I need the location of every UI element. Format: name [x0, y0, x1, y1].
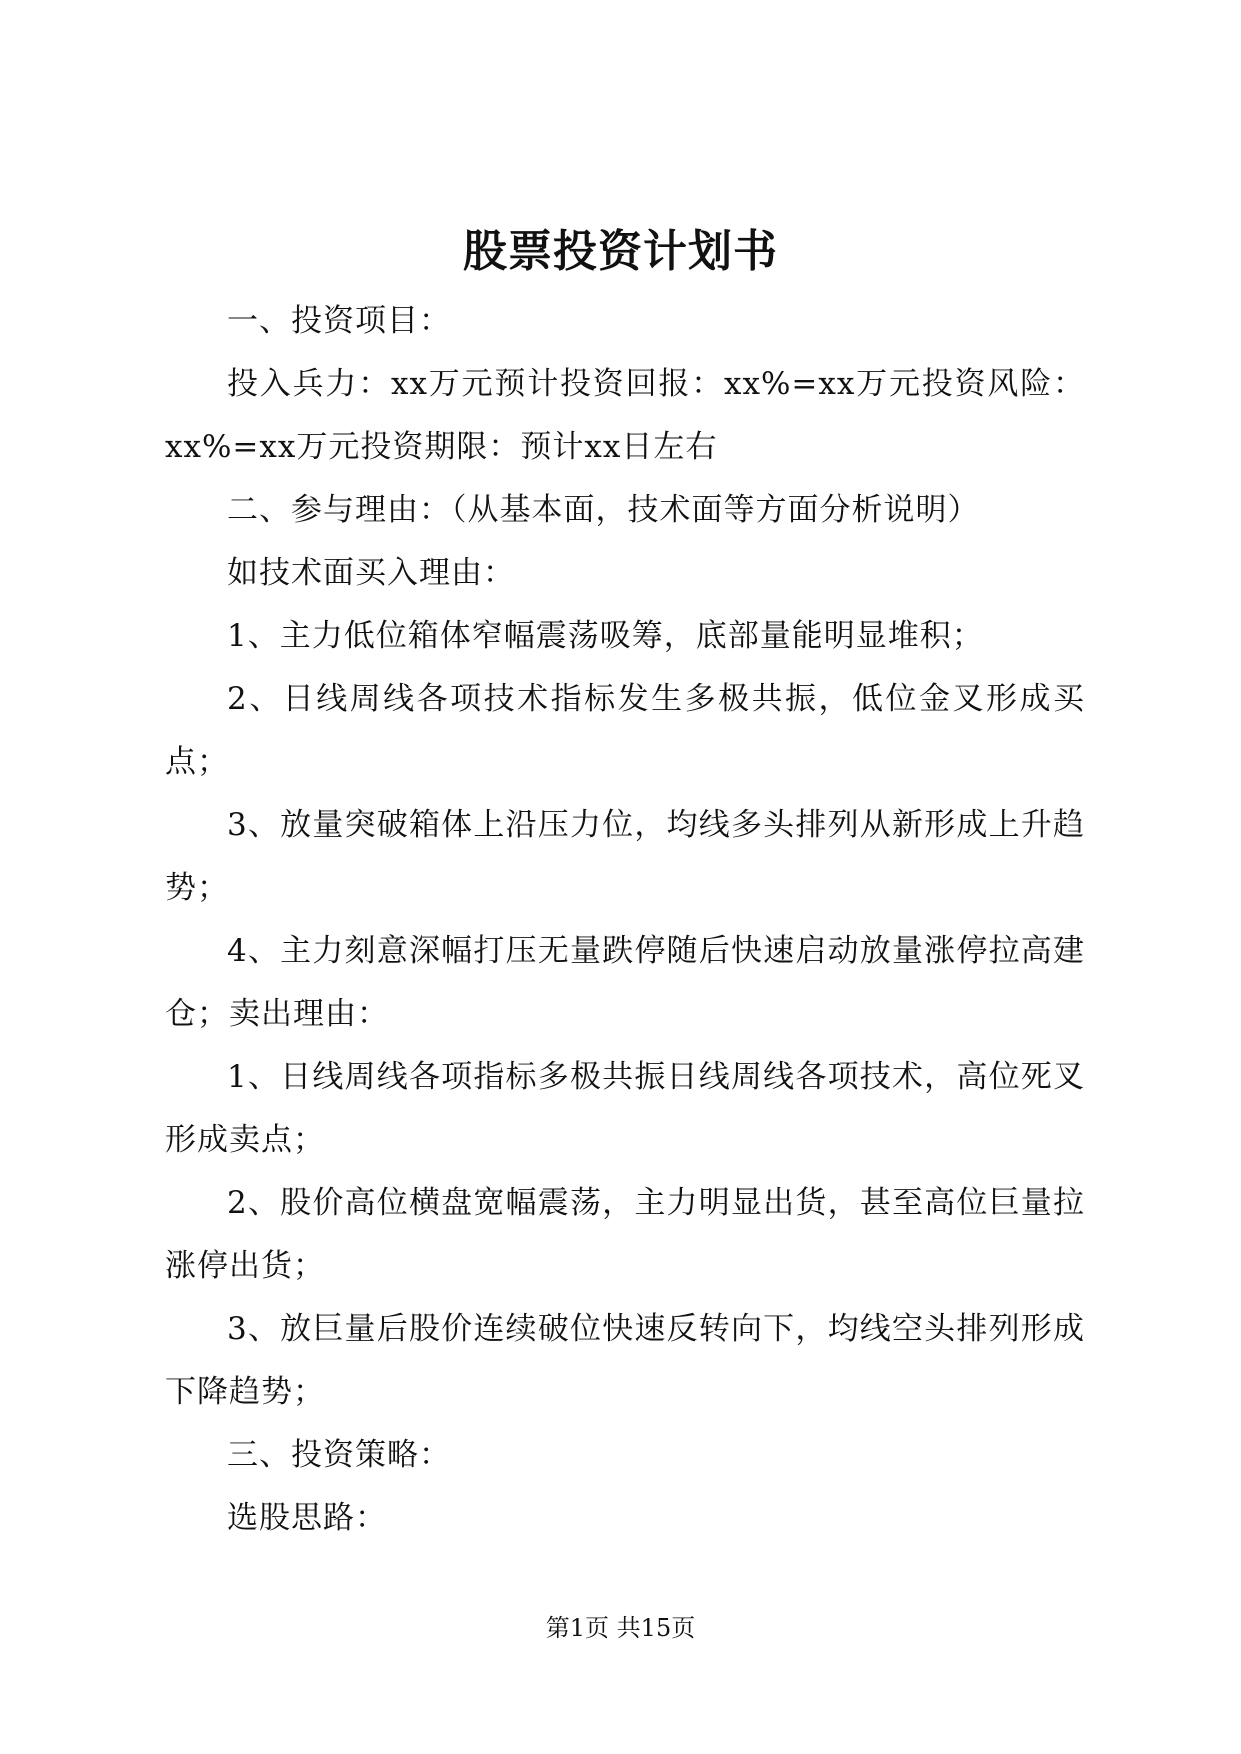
- section-heading-participation-reasons: 二、参与理由：（从基本面，技术面等方面分析说明）: [227, 492, 980, 528]
- buy-reasons-heading: 如技术面买入理由：: [227, 555, 515, 591]
- document-body: [165, 290, 1085, 1550]
- document-title: 股票投资计划书: [463, 226, 778, 277]
- buy-reason-item: 4、主力刻意深幅打压无量跌停随后快速启动放量涨停拉高建仓；卖出理由：: [165, 933, 1085, 1032]
- page-number-footer: 第1页 共15页: [545, 1614, 696, 1642]
- investment-details-paragraph: 投入兵力：xx万元预计投资回报：xx%=xx万元投资风险：xx%=xx万元投资期限：预计xx日左右: [165, 366, 1085, 465]
- buy-reason-item: 1、主力低位箱体窄幅震荡吸筹，底部量能明显堆积；: [227, 618, 984, 654]
- sell-reason-item: 2、股价高位横盘宽幅震荡，主力明显出货，甚至高位巨量拉涨停出货；: [165, 1185, 1085, 1284]
- section-heading-investment-project: 一、投资项目：: [227, 303, 451, 339]
- buy-reason-item: 2、日线周线各项技术指标发生多极共振，低位金叉形成买点；: [165, 681, 1085, 780]
- stock-selection-heading: 选股思路：: [227, 1500, 387, 1536]
- sell-reason-item: 1、日线周线各项指标多极共振日线周线各项技术，高位死叉形成卖点；: [165, 1059, 1085, 1158]
- buy-reason-item: 3、放量突破箱体上沿压力位，均线多头排列从新形成上升趋势；: [165, 807, 1085, 906]
- section-heading-investment-strategy: 三、投资策略：: [227, 1437, 451, 1473]
- sell-reason-item: 3、放巨量后股价连续破位快速反转向下，均线空头排列形成下降趋势；: [165, 1311, 1085, 1410]
